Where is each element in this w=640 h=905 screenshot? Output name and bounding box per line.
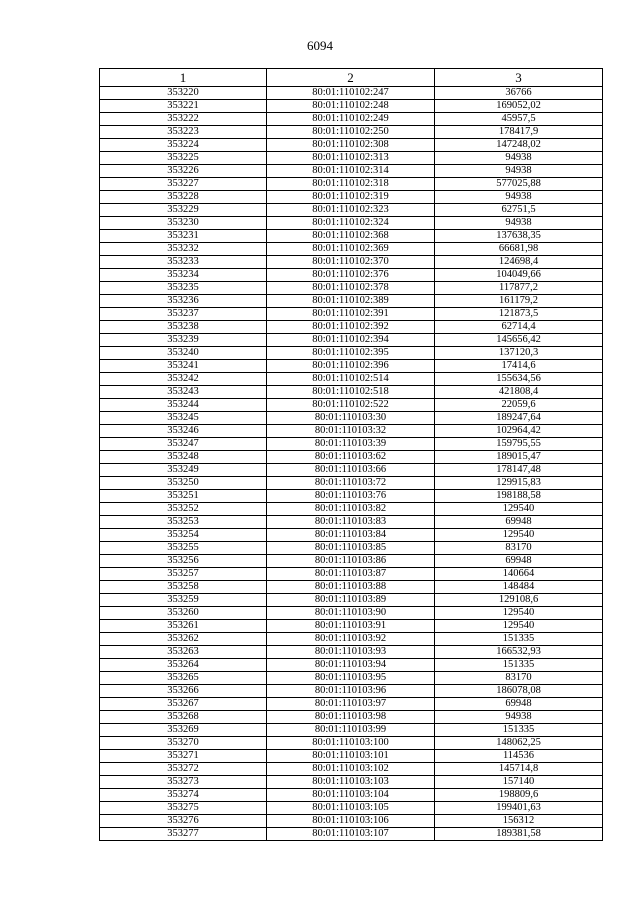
row-number-cell: 353247: [100, 438, 267, 451]
row-number-cell: 353266: [100, 685, 267, 698]
value-cell: 94938: [435, 165, 603, 178]
row-number-cell: 353235: [100, 282, 267, 295]
table-row: [100, 737, 603, 750]
table-row: [100, 100, 603, 113]
value-cell: 145714,8: [435, 763, 603, 776]
cadastral-number-cell: 80:01:110103:92: [267, 633, 435, 646]
value-cell: 17414,6: [435, 360, 603, 373]
header-row: [100, 69, 603, 87]
table-row: [100, 256, 603, 269]
table-row: [100, 568, 603, 581]
table-row: [100, 165, 603, 178]
value-cell: 129540: [435, 620, 603, 633]
row-number-cell: 353222: [100, 113, 267, 126]
value-cell: 159795,55: [435, 438, 603, 451]
value-cell: 94938: [435, 217, 603, 230]
value-cell: 421808,4: [435, 386, 603, 399]
row-number-cell: 353254: [100, 529, 267, 542]
value-cell: 198188,58: [435, 490, 603, 503]
cadastral-number-cell: 80:01:110102:392: [267, 321, 435, 334]
cadastral-number-cell: 80:01:110103:98: [267, 711, 435, 724]
row-number-cell: 353260: [100, 607, 267, 620]
table-row: [100, 529, 603, 542]
row-number-cell: 353272: [100, 763, 267, 776]
value-cell: 137638,35: [435, 230, 603, 243]
cadastral-number-cell: 80:01:110103:32: [267, 425, 435, 438]
row-number-cell: 353237: [100, 308, 267, 321]
value-cell: 124698,4: [435, 256, 603, 269]
table-row: [100, 217, 603, 230]
table-row: [100, 789, 603, 802]
row-number-cell: 353238: [100, 321, 267, 334]
row-number-cell: 353224: [100, 139, 267, 152]
value-cell: 156312: [435, 815, 603, 828]
table-row: [100, 828, 603, 841]
value-cell: 189381,58: [435, 828, 603, 841]
row-number-cell: 353251: [100, 490, 267, 503]
value-cell: 151335: [435, 633, 603, 646]
cadastral-number-cell: 80:01:110102:248: [267, 100, 435, 113]
cadastral-number-cell: 80:01:110102:250: [267, 126, 435, 139]
cadastral-number-cell: 80:01:110102:313: [267, 152, 435, 165]
cadastral-number-cell: 80:01:110103:96: [267, 685, 435, 698]
table-row: [100, 230, 603, 243]
value-cell: 151335: [435, 724, 603, 737]
row-number-cell: 353262: [100, 633, 267, 646]
row-number-cell: 353223: [100, 126, 267, 139]
value-cell: 102964,42: [435, 425, 603, 438]
table-row: [100, 178, 603, 191]
row-number-cell: 353267: [100, 698, 267, 711]
table-row: [100, 542, 603, 555]
value-cell: 121873,5: [435, 308, 603, 321]
cadastral-number-cell: 80:01:110102:395: [267, 347, 435, 360]
row-number-cell: 353239: [100, 334, 267, 347]
row-number-cell: 353259: [100, 594, 267, 607]
table-row: [100, 607, 603, 620]
table-row: [100, 321, 603, 334]
value-cell: 145656,42: [435, 334, 603, 347]
value-cell: 94938: [435, 191, 603, 204]
value-cell: 155634,56: [435, 373, 603, 386]
table-row: [100, 698, 603, 711]
table-row: [100, 438, 603, 451]
value-cell: 104049,66: [435, 269, 603, 282]
cadastral-number-cell: 80:01:110103:62: [267, 451, 435, 464]
row-number-cell: 353268: [100, 711, 267, 724]
table-row: [100, 204, 603, 217]
row-number-cell: 353244: [100, 399, 267, 412]
cadastral-number-cell: 80:01:110103:90: [267, 607, 435, 620]
table-row: [100, 113, 603, 126]
table-body: [100, 87, 603, 841]
row-number-cell: 353258: [100, 581, 267, 594]
column-header-3: 3: [435, 69, 603, 87]
row-number-cell: 353271: [100, 750, 267, 763]
row-number-cell: 353261: [100, 620, 267, 633]
cadastral-number-cell: 80:01:110103:103: [267, 776, 435, 789]
cadastral-number-cell: 80:01:110102:396: [267, 360, 435, 373]
value-cell: 151335: [435, 659, 603, 672]
table-row: [100, 347, 603, 360]
cadastral-number-cell: 80:01:110103:39: [267, 438, 435, 451]
row-number-cell: 353264: [100, 659, 267, 672]
row-number-cell: 353243: [100, 386, 267, 399]
row-number-cell: 353270: [100, 737, 267, 750]
cadastral-number-cell: 80:01:110103:76: [267, 490, 435, 503]
table-row: [100, 815, 603, 828]
value-cell: 148484: [435, 581, 603, 594]
row-number-cell: 353226: [100, 165, 267, 178]
table-row: [100, 516, 603, 529]
value-cell: 22059,6: [435, 399, 603, 412]
row-number-cell: 353240: [100, 347, 267, 360]
table-row: [100, 191, 603, 204]
cadastral-number-cell: 80:01:110103:106: [267, 815, 435, 828]
cadastral-number-cell: 80:01:110103:94: [267, 659, 435, 672]
page-number: 6094: [307, 38, 333, 53]
value-cell: 178147,48: [435, 464, 603, 477]
table-row: [100, 581, 603, 594]
row-number-cell: 353275: [100, 802, 267, 815]
table-row: [100, 802, 603, 815]
value-cell: 94938: [435, 711, 603, 724]
value-cell: 36766: [435, 87, 603, 100]
cadastral-number-cell: 80:01:110102:394: [267, 334, 435, 347]
table-row: [100, 464, 603, 477]
table-row: [100, 243, 603, 256]
cadastral-number-cell: 80:01:110103:104: [267, 789, 435, 802]
table-row: [100, 425, 603, 438]
table-row: [100, 724, 603, 737]
value-cell: 129915,83: [435, 477, 603, 490]
value-cell: 94938: [435, 152, 603, 165]
row-number-cell: 353265: [100, 672, 267, 685]
value-cell: 198809,6: [435, 789, 603, 802]
value-cell: 69948: [435, 555, 603, 568]
value-cell: 83170: [435, 542, 603, 555]
register-table: [99, 68, 603, 841]
value-cell: 147248,02: [435, 139, 603, 152]
table-row: [100, 763, 603, 776]
cadastral-number-cell: 80:01:110103:95: [267, 672, 435, 685]
cadastral-number-cell: 80:01:110103:97: [267, 698, 435, 711]
row-number-cell: 353277: [100, 828, 267, 841]
cadastral-number-cell: 80:01:110103:102: [267, 763, 435, 776]
table-row: [100, 490, 603, 503]
value-cell: 148062,25: [435, 737, 603, 750]
table-row: [100, 87, 603, 100]
cadastral-number-cell: 80:01:110102:308: [267, 139, 435, 152]
table-row: [100, 451, 603, 464]
value-cell: 169052,02: [435, 100, 603, 113]
value-cell: 117877,2: [435, 282, 603, 295]
row-number-cell: 353229: [100, 204, 267, 217]
cadastral-number-cell: 80:01:110103:86: [267, 555, 435, 568]
column-header-1: 1: [100, 69, 267, 87]
table-row: [100, 308, 603, 321]
row-number-cell: 353233: [100, 256, 267, 269]
value-cell: 577025,88: [435, 178, 603, 191]
value-cell: 178417,9: [435, 126, 603, 139]
cadastral-number-cell: 80:01:110103:72: [267, 477, 435, 490]
table-row: [100, 360, 603, 373]
row-number-cell: 353242: [100, 373, 267, 386]
row-number-cell: 353236: [100, 295, 267, 308]
table-row: [100, 594, 603, 607]
row-number-cell: 353250: [100, 477, 267, 490]
cadastral-number-cell: 80:01:110103:91: [267, 620, 435, 633]
row-number-cell: 353276: [100, 815, 267, 828]
row-number-cell: 353273: [100, 776, 267, 789]
row-number-cell: 353248: [100, 451, 267, 464]
value-cell: 129540: [435, 529, 603, 542]
value-cell: 69948: [435, 516, 603, 529]
value-cell: 186078,08: [435, 685, 603, 698]
table-row: [100, 711, 603, 724]
table-row: [100, 282, 603, 295]
table-row: [100, 685, 603, 698]
row-number-cell: 353252: [100, 503, 267, 516]
row-number-cell: 353257: [100, 568, 267, 581]
value-cell: 161179,2: [435, 295, 603, 308]
cadastral-number-cell: 80:01:110103:100: [267, 737, 435, 750]
cadastral-number-cell: 80:01:110102:370: [267, 256, 435, 269]
cadastral-number-cell: 80:01:110103:89: [267, 594, 435, 607]
value-cell: 140664: [435, 568, 603, 581]
row-number-cell: 353245: [100, 412, 267, 425]
cadastral-number-cell: 80:01:110103:85: [267, 542, 435, 555]
row-number-cell: 353231: [100, 230, 267, 243]
cadastral-number-cell: 80:01:110102:324: [267, 217, 435, 230]
cadastral-number-cell: 80:01:110102:247: [267, 87, 435, 100]
cadastral-number-cell: 80:01:110103:84: [267, 529, 435, 542]
cadastral-number-cell: 80:01:110103:101: [267, 750, 435, 763]
cadastral-number-cell: 80:01:110102:369: [267, 243, 435, 256]
table-row: [100, 139, 603, 152]
cadastral-number-cell: 80:01:110102:249: [267, 113, 435, 126]
value-cell: 62751,5: [435, 204, 603, 217]
table-row: [100, 334, 603, 347]
row-number-cell: 353256: [100, 555, 267, 568]
table-row: [100, 620, 603, 633]
value-cell: 129540: [435, 503, 603, 516]
value-cell: 129540: [435, 607, 603, 620]
row-number-cell: 353255: [100, 542, 267, 555]
value-cell: 45957,5: [435, 113, 603, 126]
cadastral-number-cell: 80:01:110103:105: [267, 802, 435, 815]
cadastral-number-cell: 80:01:110102:391: [267, 308, 435, 321]
table-row: [100, 750, 603, 763]
cadastral-number-cell: 80:01:110103:30: [267, 412, 435, 425]
cadastral-number-cell: 80:01:110102:518: [267, 386, 435, 399]
cadastral-number-cell: 80:01:110102:522: [267, 399, 435, 412]
cadastral-number-cell: 80:01:110102:319: [267, 191, 435, 204]
cadastral-number-cell: 80:01:110102:368: [267, 230, 435, 243]
table-row: [100, 555, 603, 568]
value-cell: 129108,6: [435, 594, 603, 607]
cadastral-number-cell: 80:01:110102:514: [267, 373, 435, 386]
row-number-cell: 353249: [100, 464, 267, 477]
row-number-cell: 353274: [100, 789, 267, 802]
cadastral-number-cell: 80:01:110102:378: [267, 282, 435, 295]
table-row: [100, 503, 603, 516]
row-number-cell: 353241: [100, 360, 267, 373]
row-number-cell: 353220: [100, 87, 267, 100]
table-row: [100, 659, 603, 672]
table-row: [100, 386, 603, 399]
row-number-cell: 353234: [100, 269, 267, 282]
value-cell: 83170: [435, 672, 603, 685]
table-header: [100, 69, 603, 87]
value-cell: 189247,64: [435, 412, 603, 425]
row-number-cell: 353263: [100, 646, 267, 659]
cadastral-number-cell: 80:01:110102:389: [267, 295, 435, 308]
table-row: [100, 646, 603, 659]
cadastral-number-cell: 80:01:110103:83: [267, 516, 435, 529]
value-cell: 69948: [435, 698, 603, 711]
table-row: [100, 399, 603, 412]
row-number-cell: 353221: [100, 100, 267, 113]
row-number-cell: 353230: [100, 217, 267, 230]
cadastral-number-cell: 80:01:110103:93: [267, 646, 435, 659]
cadastral-number-cell: 80:01:110102:376: [267, 269, 435, 282]
cadastral-number-cell: 80:01:110102:314: [267, 165, 435, 178]
table-row: [100, 152, 603, 165]
cadastral-number-cell: 80:01:110103:87: [267, 568, 435, 581]
cadastral-number-cell: 80:01:110103:99: [267, 724, 435, 737]
row-number-cell: 353269: [100, 724, 267, 737]
value-cell: 189015,47: [435, 451, 603, 464]
cadastral-number-cell: 80:01:110103:88: [267, 581, 435, 594]
table-row: [100, 672, 603, 685]
table-row: [100, 633, 603, 646]
cadastral-number-cell: 80:01:110103:66: [267, 464, 435, 477]
table-row: [100, 269, 603, 282]
cadastral-number-cell: 80:01:110103:107: [267, 828, 435, 841]
row-number-cell: 353246: [100, 425, 267, 438]
column-header-2: 2: [267, 69, 435, 87]
table-row: [100, 776, 603, 789]
value-cell: 137120,3: [435, 347, 603, 360]
value-cell: 157140: [435, 776, 603, 789]
cadastral-number-cell: 80:01:110103:82: [267, 503, 435, 516]
table-row: [100, 412, 603, 425]
row-number-cell: 353253: [100, 516, 267, 529]
value-cell: 114536: [435, 750, 603, 763]
table-row: [100, 477, 603, 490]
table-row: [100, 126, 603, 139]
value-cell: 62714,4: [435, 321, 603, 334]
value-cell: 199401,63: [435, 802, 603, 815]
row-number-cell: 353228: [100, 191, 267, 204]
row-number-cell: 353225: [100, 152, 267, 165]
cadastral-number-cell: 80:01:110102:323: [267, 204, 435, 217]
value-cell: 166532,93: [435, 646, 603, 659]
table-row: [100, 373, 603, 386]
value-cell: 66681,98: [435, 243, 603, 256]
row-number-cell: 353232: [100, 243, 267, 256]
row-number-cell: 353227: [100, 178, 267, 191]
table-row: [100, 295, 603, 308]
cadastral-number-cell: 80:01:110102:318: [267, 178, 435, 191]
